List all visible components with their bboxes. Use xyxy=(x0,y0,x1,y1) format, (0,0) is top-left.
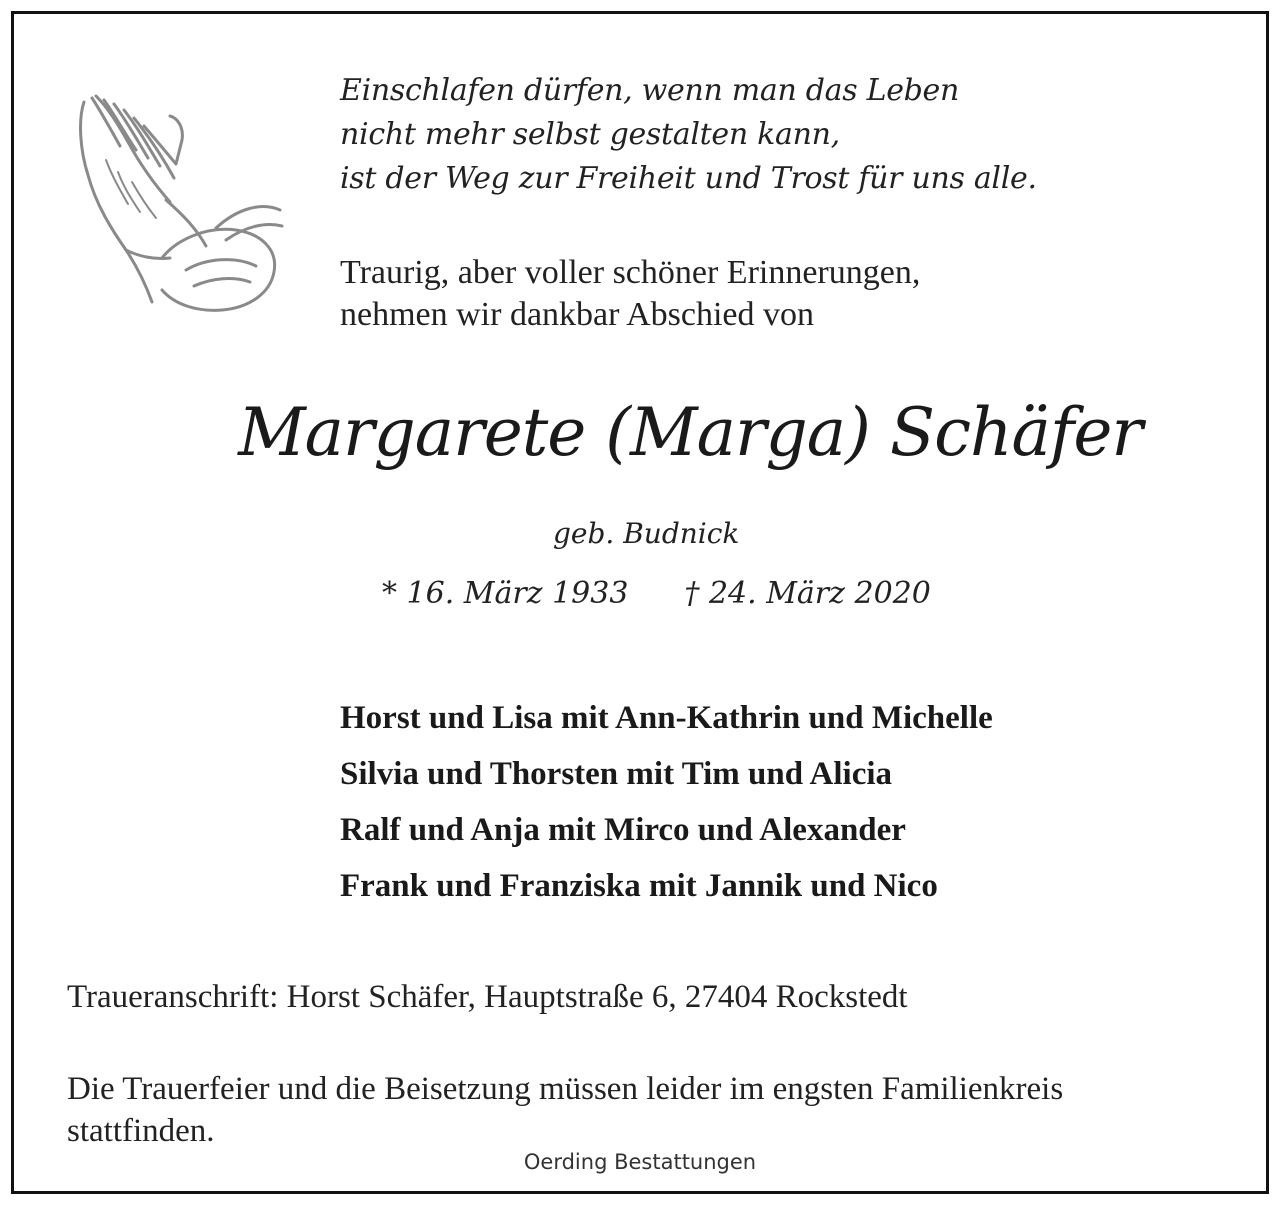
intro-line: nehmen wir dankbar Abschied von xyxy=(340,296,814,333)
family-line: Ralf und Anja mit Mirco und Alexander xyxy=(340,812,906,848)
funeral-notice: Die Trauerfeier und die Beisetzung müssen leider im engsten Familienkreis stattfinden. xyxy=(67,1071,1064,1149)
poem-line: Einschlafen dürfen, wenn man das Leben xyxy=(340,73,960,108)
family-line: Horst und Lisa mit Ann-Kathrin und Michelle xyxy=(340,700,993,736)
birth-date: * 16. März 1933 xyxy=(382,576,629,611)
family-line: Silvia und Thorsten mit Tim und Alicia xyxy=(340,756,893,792)
funeral-home-credit: Oerding Bestattungen xyxy=(523,1150,757,1174)
intro-line: Traurig, aber voller schöner Erinnerungen, xyxy=(340,254,921,291)
poem-verse xyxy=(340,69,1037,201)
farewell-intro xyxy=(340,252,920,336)
deceased-name: Margarete (Marga) Schäfer xyxy=(238,394,1142,471)
poem-line: nicht mehr selbst gestalten kann, xyxy=(340,117,840,152)
life-dates xyxy=(382,574,931,614)
death-date: † 24. März 2020 xyxy=(684,576,931,611)
poem-line: ist der Weg zur Freiheit und Trost für uns alle. xyxy=(340,161,1037,196)
family-line: Frank und Franziska mit Jannik und Nico xyxy=(340,868,938,904)
maiden-name: geb. Budnick xyxy=(553,517,740,550)
family-list xyxy=(340,690,993,914)
praying-hands-icon xyxy=(66,80,286,325)
obituary-frame xyxy=(11,11,1269,1194)
mourning-address: Traueranschrift: Horst Schäfer, Hauptstraße 6, 27404 Rockstedt xyxy=(67,979,908,1015)
